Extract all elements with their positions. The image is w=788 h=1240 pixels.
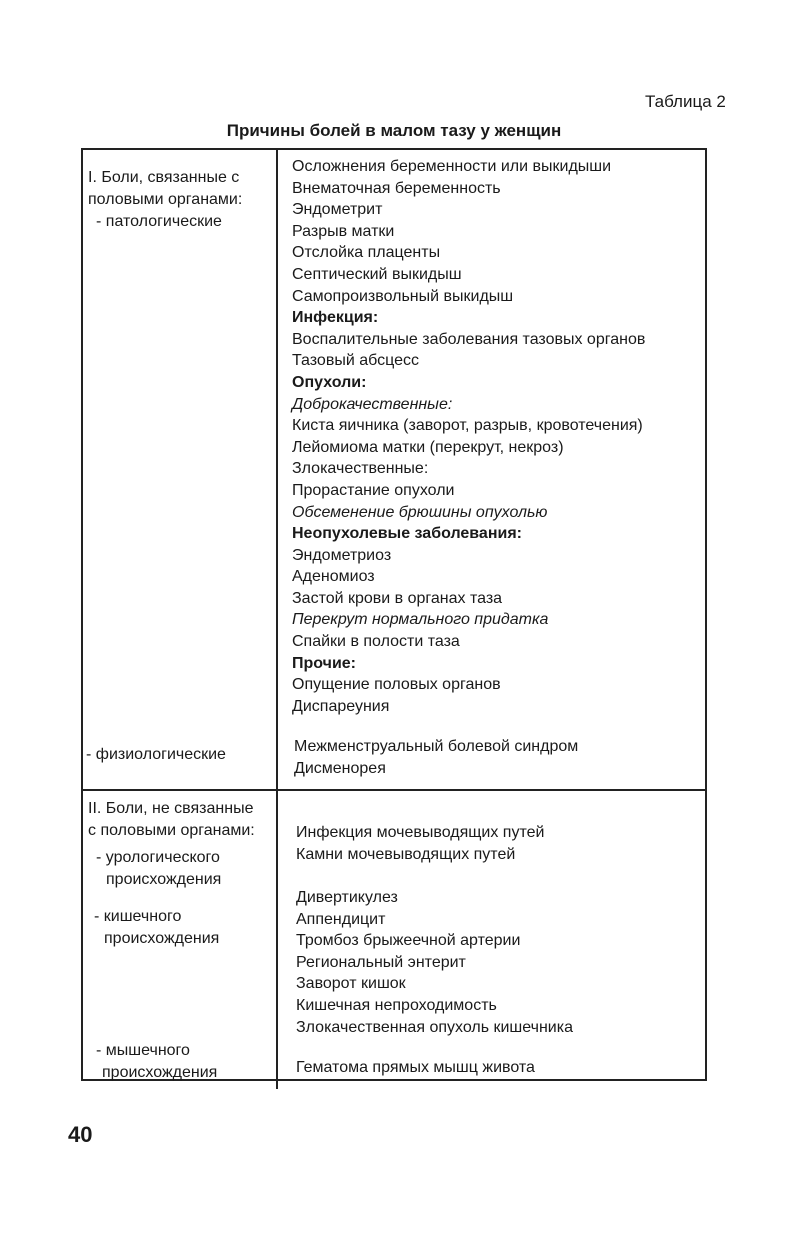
list-item: Кишечная непроходимость	[296, 996, 497, 1014]
section1-heading-line1: I. Боли, связанные с	[88, 169, 240, 186]
physiological-causes-list	[294, 736, 578, 779]
category-heading-other: Прочие:	[292, 654, 356, 672]
section2-sub-muscular	[96, 1040, 217, 1084]
list-item: Застой крови в органах таза	[292, 589, 503, 607]
category-heading-non-tumor: Неопухолевые заболевания:	[292, 525, 522, 543]
list-item: Отслойка плаценты	[292, 244, 441, 262]
list-item: Внематочная беременность	[292, 179, 501, 197]
list-item: Заворот кишок	[296, 975, 406, 993]
list-item: Септический выкидыш	[292, 265, 462, 283]
subcategory-benign: Доброкачественные:	[292, 395, 453, 413]
column-divider	[276, 148, 278, 1089]
list-item: Эндометриоз	[292, 546, 392, 564]
table-title: Причины болей в малом тазу у женщин	[226, 121, 562, 140]
list-item: Тромбоз брыжеечной артерии	[296, 932, 521, 950]
list-item: Воспалительные заболевания тазовых органов	[292, 330, 646, 348]
sub-urological-line1: - урологического	[96, 849, 220, 866]
sub-intestinal-line1: - кишечного	[94, 908, 182, 925]
list-item: Киста яичника (заворот, разрыв, кровотечения)	[292, 417, 643, 435]
list-item: Дивертикулез	[296, 889, 398, 906]
section1-sub-physiological: - физиологические	[86, 746, 226, 763]
sub-muscular-line2: происхождения	[102, 1064, 218, 1081]
list-item: Тазовый абсцесс	[292, 352, 419, 370]
list-item: Дисменорея	[294, 759, 386, 777]
category-heading-tumors: Опухоли:	[292, 373, 367, 391]
intestinal-causes-list	[296, 887, 573, 1038]
list-item: Обсеменение брюшины опухолью	[292, 503, 548, 521]
section2-heading-line1: II. Боли, не связанные	[88, 800, 254, 817]
list-item: Злокачественная опухоль кишечника	[296, 1018, 573, 1036]
list-item: Камни мочевыводящих путей	[296, 845, 516, 863]
list-item: Аденомиоз	[292, 568, 375, 586]
muscular-causes-list	[296, 1057, 535, 1079]
list-item: Опущение половых органов	[292, 676, 501, 694]
list-item: Межменструальный болевой синдром	[294, 738, 579, 755]
list-item: Прорастание опухоли	[292, 481, 455, 499]
section1-heading	[88, 167, 242, 233]
page-number: 40	[68, 1122, 93, 1147]
section1-heading-line2: половыми органами:	[88, 191, 243, 208]
list-item: Осложнения беременности или выкидыши	[292, 158, 612, 175]
list-item: Инфекция мочевыводящих путей	[296, 824, 545, 841]
list-item: Гематома прямых мышц живота	[296, 1059, 535, 1076]
list-item: Самопроизвольный выкидыш	[292, 287, 514, 305]
urological-causes-list	[296, 822, 544, 865]
category-heading-infection: Инфекция:	[292, 309, 379, 327]
list-item: Спайки в полости таза	[292, 633, 460, 651]
section2-heading-line2: с половыми органами:	[88, 822, 255, 839]
list-item: Лейомиома матки (перекрут, некроз)	[292, 438, 564, 456]
subcategory-malignant: Злокачественные:	[292, 460, 429, 478]
pathological-causes-list	[292, 156, 645, 717]
list-item: Аппендицит	[296, 910, 386, 928]
sub-urological-line2: происхождения	[106, 871, 222, 888]
list-item: Диспареуния	[292, 697, 390, 715]
section2-heading	[88, 798, 255, 842]
section1-sub-pathological: - патологические	[96, 213, 222, 230]
list-item: Региональный энтерит	[296, 953, 466, 971]
list-item: Перекрут нормального придатка	[292, 611, 549, 629]
sub-intestinal-line2: происхождения	[104, 930, 220, 947]
table-number: Таблица 2	[645, 92, 726, 111]
list-item: Разрыв матки	[292, 222, 395, 240]
section2-sub-urological	[96, 847, 221, 891]
sub-muscular-line1: - мышечного	[96, 1042, 190, 1059]
list-item: Эндометрит	[292, 201, 383, 219]
section2-sub-intestinal	[94, 906, 219, 950]
